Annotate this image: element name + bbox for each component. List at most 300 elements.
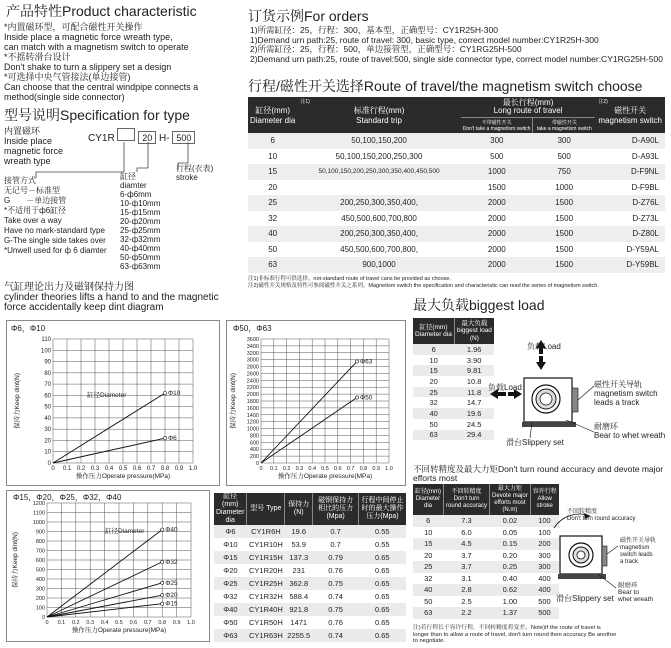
acc-cell: 40 xyxy=(424,585,433,595)
diameter-item: 40-ф40mm xyxy=(120,244,161,253)
acc-cell: 3.7 xyxy=(461,562,472,572)
hold-cell: Φ25 xyxy=(223,579,238,588)
code-stroke: 500 xyxy=(172,131,195,144)
route-hdr-nomag: 不带磁性开关 Don't take a magnetism switch xyxy=(461,117,533,133)
y-tick-label: 400 xyxy=(249,447,259,454)
diameter-item: 10-ф10mm xyxy=(120,199,161,208)
acc-cell: 32 xyxy=(424,573,433,583)
x-tick-label: 0.4 xyxy=(308,466,317,472)
route-row xyxy=(248,133,665,149)
x-tick-label: 0 xyxy=(51,466,55,472)
hold-cell: 19.6 xyxy=(291,527,307,536)
load-body xyxy=(413,344,494,440)
load-cell-value: 19.6 xyxy=(466,408,482,418)
code-prefix: CY1R xyxy=(88,133,115,144)
x-axis-label: 操作压力Operate pressure(MPa) xyxy=(75,473,171,480)
hold-cell: 2255.5 xyxy=(287,631,311,640)
load-left-label: 负载Load xyxy=(488,383,522,392)
load-slip-label: 滑台Slippery set xyxy=(506,438,564,447)
route-cell-mag: 500 xyxy=(557,151,571,161)
y-tick-label: 100 xyxy=(35,605,45,612)
x-tick-label: 0.1 xyxy=(57,620,66,626)
acc-hdr-stroke: 容许行程 Allow stroke xyxy=(530,484,559,515)
load-row xyxy=(413,376,494,387)
hold-cell: 1471 xyxy=(290,618,308,627)
load-row xyxy=(413,430,494,441)
acc-hdr-accuracy: 不回转精度 Don't turn round accuracy xyxy=(444,484,490,515)
connector-line: *Unwell used for ф 6 diamter xyxy=(4,246,107,255)
spec-left-line: magnetic force xyxy=(4,146,64,156)
route-cell-switch: D-F9BL xyxy=(631,182,659,192)
load-cell-value: 1.96 xyxy=(466,344,482,354)
diameter-item: 20-ф20mm xyxy=(120,217,161,226)
hold-cell: CY1R40H xyxy=(248,605,283,614)
acc-cell: 7.3 xyxy=(461,516,472,526)
accuracy-table xyxy=(413,484,559,619)
route-cell-nomag: 2000 xyxy=(487,244,506,254)
load-cell-value: 14.7 xyxy=(466,398,482,408)
hold-cell: 0.76 xyxy=(328,566,343,575)
x-tick-label: 0.7 xyxy=(146,466,156,472)
acc-cell: 1.37 xyxy=(502,608,518,618)
y-tick-label: 2000 xyxy=(246,392,259,399)
acc-hdr-moment: 最大力矩 Devote major efforts most (N.m) xyxy=(490,484,531,515)
route-cell-mag: 1500 xyxy=(555,198,574,208)
hold-hdr-type: 型号 Type xyxy=(247,493,285,525)
acc-fig-slip-label: 滑台Slippery set xyxy=(556,594,614,603)
route-cell-std: 50,100,150,200 xyxy=(351,136,407,146)
series-end-marker xyxy=(355,360,358,363)
route-row xyxy=(248,164,665,180)
series-end-marker xyxy=(161,602,164,605)
x-axis-label: 操作压力Operate pressure(MPa) xyxy=(277,473,373,480)
diameter-item: 15-ф15mm xyxy=(120,208,161,217)
load-row xyxy=(413,419,494,430)
code-diameter: 20 xyxy=(138,131,156,144)
load-cell-dia: 25 xyxy=(429,387,438,397)
chart-title: Φ50，Φ63 xyxy=(233,324,272,333)
route-cell-mag: 1500 xyxy=(555,244,574,254)
y-axis-label: 保持力Keep dint(N) xyxy=(12,532,19,588)
acc-fig-accuracy-label: 不回转精度 Don't turn round accuracy xyxy=(567,509,636,522)
x-tick-label: 1.0 xyxy=(385,466,393,472)
theory-title xyxy=(4,283,219,313)
y-tick-label: 3000 xyxy=(246,357,259,364)
acc-cell: 100 xyxy=(538,516,551,526)
x-tick-label: 0.5 xyxy=(115,620,123,626)
orders-title: 订货示例For orders xyxy=(248,8,369,24)
route-hdr-dia: 缸径(mm) Diameter dia xyxy=(250,106,296,125)
acc-cell: 0.15 xyxy=(502,539,518,549)
chart-inner-label: 缸径Diameter xyxy=(87,392,127,399)
spec-left-line: Inside place xyxy=(4,136,53,146)
route-hdr-switch: 注2) 磁性开关 magnetism switch xyxy=(598,99,662,125)
y-tick-label: 200 xyxy=(35,596,45,602)
route-cell-mag: 750 xyxy=(557,167,571,177)
route-row xyxy=(248,211,665,227)
x-tick-label: 0.5 xyxy=(321,466,329,472)
y-tick-label: 90 xyxy=(44,359,51,366)
x-tick-label: 0.3 xyxy=(86,620,95,626)
x-tick-label: 1.0 xyxy=(187,620,195,626)
spec-left-line: wreath type xyxy=(4,156,51,166)
load-cell-dia: 63 xyxy=(429,430,438,440)
x-tick-label: 0.2 xyxy=(71,620,80,626)
load-cell-value: 9.81 xyxy=(466,366,482,376)
hold-cell: CY1R32H xyxy=(248,592,283,601)
connector-title: 接管方式 xyxy=(4,176,36,185)
acc-cell: 0.40 xyxy=(502,573,518,583)
chart-svg-0 xyxy=(7,321,221,487)
route-note: 注1)非标准行程可供选择。not-standard route of travel cans be provided as choose. xyxy=(248,276,451,282)
load-arrow-down-icon xyxy=(536,356,546,370)
series-name-label: Φ25 xyxy=(165,579,178,587)
route-cell-std: 450,500,600,700,800, xyxy=(340,244,418,254)
load-table xyxy=(413,318,494,440)
series-line xyxy=(261,398,357,463)
hold-cell: Φ32 xyxy=(223,592,238,601)
route-cell-switch: D-Y59AL xyxy=(626,244,659,254)
load-cell-dia: 50 xyxy=(429,419,438,429)
series-end-marker xyxy=(163,437,166,440)
hold-cell: 921.8 xyxy=(289,605,309,614)
acc-cell: 500 xyxy=(538,596,551,606)
hold-cell: 0.65 xyxy=(374,566,390,575)
x-axis-label: 操作压力Operate pressure(MPa) xyxy=(71,627,167,634)
y-tick-label: 600 xyxy=(249,440,259,447)
y-tick-label: 300 xyxy=(35,586,45,593)
y-tick-label: 2400 xyxy=(246,378,259,385)
load-hdr-load: 最大负载 biggest load (N) xyxy=(454,318,494,344)
acc-row xyxy=(413,607,559,619)
y-tick-label: 800 xyxy=(249,433,259,440)
hold-cell: 0.75 xyxy=(328,605,343,614)
acc-fig-switch-label: 磁性开关导轨 magnetism switch leads a track xyxy=(620,538,657,565)
series-end-marker xyxy=(161,594,164,597)
y-tick-label: 0 xyxy=(47,461,51,467)
x-tick-label: 0.1 xyxy=(269,466,278,472)
hold-cell: 0.55 xyxy=(374,540,390,549)
route-cell-std xyxy=(297,180,460,196)
route-cell-dia: 10 xyxy=(268,151,278,161)
y-tick-label: 20 xyxy=(44,438,51,445)
x-tick-label: 0 xyxy=(45,620,49,626)
hold-cell: CY1R63H xyxy=(248,631,283,640)
product-line: *内置磁环型，可配合磁性开关操作 xyxy=(4,22,143,32)
hold-cell: 231 xyxy=(292,566,306,575)
hold-table xyxy=(214,493,406,642)
route-cell-mag: 1500 xyxy=(555,229,574,239)
series-name-label: Φ20 xyxy=(165,592,178,600)
diameter-item: 25-ф25mm xyxy=(120,226,161,235)
y-tick-label: 900 xyxy=(35,529,45,536)
hold-cell: Φ63 xyxy=(223,631,238,640)
order-line: 1)Demand urn path:25, route of travel: 300, basic type, correct model number:CY1R25H-300 xyxy=(250,34,599,45)
hold-cell: CY1R50H xyxy=(248,618,283,627)
acc-cell: 0.02 xyxy=(502,516,518,526)
x-tick-label: 0.7 xyxy=(346,466,355,472)
x-tick-label: 0.8 xyxy=(158,620,167,626)
load-cell-dia: 6 xyxy=(431,344,436,354)
route-row xyxy=(248,242,665,258)
y-tick-label: 40 xyxy=(44,415,51,422)
series-end-marker xyxy=(161,560,164,563)
accuracy-note: 注)若行程长于容许行程，不回转精度将变差。Note)If the route of travel is longer than to allow a route of travel, don't turn round then accuracy Be another to negotiate. xyxy=(413,625,617,644)
load-row xyxy=(413,397,494,408)
load-cell-dia: 40 xyxy=(429,408,438,418)
x-tick-label: 0.7 xyxy=(143,620,152,626)
connector-line: Have no mark-standard type xyxy=(4,226,105,235)
series-end-marker xyxy=(355,396,358,399)
route-body xyxy=(248,133,665,273)
series-end-marker xyxy=(161,528,164,531)
product-line: Inside place a magnetic force wreath type, xyxy=(4,32,173,42)
route-cell-dia: 40 xyxy=(268,229,278,239)
load-cell-value: 24.5 xyxy=(466,419,482,429)
hold-cell: 0.7 xyxy=(330,540,341,549)
order-line: 2)所需缸径：25，行程：500，单边接管型，正确型号：CY1RG25H-500 xyxy=(250,44,522,54)
load-title: 最大负载biggest load xyxy=(413,297,545,313)
y-tick-label: 2200 xyxy=(246,385,259,392)
load-cell-dia: 10 xyxy=(429,355,438,365)
series-name-label: Φ6 xyxy=(168,435,177,443)
hold-cell: CY1R20H xyxy=(248,566,283,575)
x-tick-label: 0.3 xyxy=(90,466,100,472)
x-tick-label: 0.6 xyxy=(333,466,342,472)
order-line: 2)Demand urn path:25, route of travel:500, single side connector type, correct model number:CY1RG25H-500 xyxy=(250,53,663,64)
y-tick-label: 1400 xyxy=(246,412,259,419)
route-cell-mag: 300 xyxy=(557,136,571,146)
route-cell-nomag: 2000 xyxy=(487,213,506,223)
route-cell-switch: D-Y59BL xyxy=(626,260,659,270)
chart-svg-1 xyxy=(227,321,407,487)
route-cell-switch: D-Z80L xyxy=(632,229,659,239)
x-tick-label: 0.6 xyxy=(129,620,138,626)
y-tick-label: 200 xyxy=(249,454,259,461)
route-cell-std: 50,100,150,200,250,300 xyxy=(335,151,423,161)
hold-cell: 0.65 xyxy=(374,592,390,601)
route-cell-nomag: 2000 xyxy=(487,198,506,208)
hold-cell: CY1R10H xyxy=(248,540,283,549)
acc-cell: 2.5 xyxy=(461,596,472,606)
route-cell-mag: 1500 xyxy=(555,213,574,223)
y-tick-label: 2800 xyxy=(246,364,259,371)
hold-cell: 53.9 xyxy=(291,540,307,549)
route-cell-dia: 20 xyxy=(268,182,278,192)
acc-cell: 4.5 xyxy=(461,539,472,549)
y-tick-label: 600 xyxy=(35,558,45,564)
route-row xyxy=(248,149,665,165)
load-cell-dia: 32 xyxy=(429,398,438,408)
connector-line: G-The single side takes over xyxy=(4,236,106,245)
route-cell-switch: D-A93L xyxy=(631,151,659,161)
route-cell-dia: 32 xyxy=(268,213,278,223)
series-name-label: Φ10 xyxy=(168,390,181,398)
acc-cell: 0.20 xyxy=(502,550,518,560)
acc-cell: 300 xyxy=(538,562,551,572)
hold-row xyxy=(214,616,406,629)
y-tick-label: 1000 xyxy=(32,520,45,526)
acc-cell: 20 xyxy=(424,550,433,560)
x-tick-label: 1.0 xyxy=(188,466,198,472)
route-cell-switch: D-A90L xyxy=(631,136,659,146)
hold-hdr-force: 保持力 (N) xyxy=(285,493,313,525)
route-cell-dia: 63 xyxy=(268,260,278,270)
hold-cell: CY1R25H xyxy=(248,579,283,588)
y-tick-label: 70 xyxy=(44,382,51,389)
diameter-title-en: diamter xyxy=(120,181,147,190)
theory-title-cn: 气缸理论出力及磁钢保持力图 xyxy=(4,282,134,293)
route-cell-nomag: 2000 xyxy=(487,260,506,270)
y-tick-label: 0 xyxy=(255,461,259,467)
hold-cell: 0.65 xyxy=(374,605,390,614)
spec-left-line: 内置磁环 xyxy=(4,126,41,136)
route-cell-mag: 1500 xyxy=(555,260,574,270)
series-end-marker xyxy=(163,392,166,395)
acc-row xyxy=(413,573,559,585)
hold-cell: 137.3 xyxy=(289,553,309,562)
y-tick-label: 100 xyxy=(40,348,51,355)
stroke-cn: 行程(衣表) xyxy=(176,164,214,173)
hold-cell: Φ50 xyxy=(223,618,238,627)
hold-cell: 0.74 xyxy=(328,631,343,640)
route-cell-nomag: 500 xyxy=(490,151,504,161)
acc-cell: 2.2 xyxy=(461,608,472,618)
x-tick-label: 0 xyxy=(259,466,263,472)
route-row xyxy=(248,195,665,211)
x-tick-label: 0.6 xyxy=(132,466,142,472)
load-bear-label: 耐磨环 Bear to whet wreath xyxy=(594,422,666,440)
route-cell-switch: D-Z73L xyxy=(632,213,659,223)
y-tick-label: 60 xyxy=(44,393,51,400)
route-cell-nomag: 1000 xyxy=(487,167,506,177)
x-tick-label: 0.4 xyxy=(100,620,109,626)
acc-fig-bear-label: 耐磨环 Bear to whet wreath xyxy=(618,582,654,603)
y-tick-label: 80 xyxy=(44,370,51,377)
route-cell-nomag: 300 xyxy=(490,136,504,146)
theory-title-en2: force accidentally keep dint diagram xyxy=(4,302,164,313)
route-cell-std: 450,500,600,700,800 xyxy=(341,213,417,223)
x-tick-label: 0.8 xyxy=(160,466,170,472)
y-tick-label: 1200 xyxy=(246,419,259,426)
acc-cell: 2.8 xyxy=(461,585,472,595)
y-tick-label: 110 xyxy=(41,337,51,343)
acc-cell: 300 xyxy=(538,550,551,560)
y-tick-label: 800 xyxy=(35,539,45,545)
y-tick-label: 2600 xyxy=(246,371,259,378)
route-title: 行程/磁性开关选择Route of travel/the magnetism switch choose xyxy=(248,78,643,94)
y-tick-label: 700 xyxy=(35,548,45,555)
route-cell-nomag: 1500 xyxy=(487,182,506,192)
route-cell-mag: 1000 xyxy=(555,182,574,192)
connector-line: *不适用于ф6缸径 xyxy=(4,206,67,215)
acc-cell: 0.05 xyxy=(502,527,518,537)
series-name-label: Φ32 xyxy=(165,558,178,566)
acc-row xyxy=(413,596,559,608)
theory-title-en1: cylinder theories lifts a hand to and the magnetic xyxy=(4,292,219,303)
hold-row xyxy=(214,538,406,551)
acc-row xyxy=(413,527,559,539)
stroke-desc xyxy=(176,164,213,182)
acc-cell: 1.00 xyxy=(502,596,518,606)
chart-svg-2 xyxy=(7,491,211,643)
route-hdr-long: 最长行程(mm) Long route of travel xyxy=(493,97,563,115)
hold-cell: 0.79 xyxy=(328,553,343,562)
product-line: can match with a magnetism switch to operate xyxy=(4,42,189,52)
load-row xyxy=(413,344,494,355)
y-axis-label: 保持力Keep dint(N) xyxy=(14,373,21,429)
product-line: Can choose that the central windpipe connects a xyxy=(4,82,199,92)
hold-row xyxy=(214,577,406,590)
acc-cell: 3.7 xyxy=(461,550,472,560)
y-tick-label: 30 xyxy=(44,427,51,434)
route-row xyxy=(248,180,665,196)
route-row xyxy=(248,257,665,273)
y-axis-label: 保持力Keep dint(N) xyxy=(230,373,237,429)
hold-cell: 588.4 xyxy=(289,592,309,601)
load-cell-value: 3.90 xyxy=(466,355,482,365)
route-cell-std: 50,100,150,200,250,300,350,400,450,500 xyxy=(318,168,440,176)
chart-inner-label: 缸径Diameter xyxy=(105,528,145,535)
product-line: *可选择中央气管接法(单边接管) xyxy=(4,72,131,82)
route-cell-dia: 6 xyxy=(270,136,275,146)
diameter-item: 50-ф50mm xyxy=(120,253,161,262)
product-line: *不摇转滑台设计 xyxy=(4,52,71,62)
x-tick-label: 0.5 xyxy=(118,466,128,472)
acc-cell: 25 xyxy=(424,562,433,572)
hold-cell: 0.65 xyxy=(374,631,390,640)
acc-cell: 400 xyxy=(538,573,551,583)
acc-row xyxy=(413,538,559,550)
code-h: H- xyxy=(159,133,170,144)
hold-row xyxy=(214,629,406,642)
series-name-label: Φ15 xyxy=(165,600,178,608)
hold-cell: 0.65 xyxy=(374,618,390,627)
y-tick-label: 500 xyxy=(35,567,45,574)
hold-cell: 0.65 xyxy=(374,579,390,588)
acc-cell: 500 xyxy=(538,608,551,618)
connector-line: 无记号－标准型 xyxy=(4,186,60,195)
route-cell-switch: D-Z76L xyxy=(632,198,659,208)
acc-cell: 3.1 xyxy=(461,573,472,583)
acc-hdr-dia: 缸径(mm) Diameter dia xyxy=(415,489,441,509)
route-row xyxy=(248,226,665,242)
series-line xyxy=(261,361,357,463)
hold-row xyxy=(214,551,406,564)
load-cell-value: 29.4 xyxy=(466,430,482,440)
y-tick-label: 1100 xyxy=(33,510,45,517)
y-tick-label: 1000 xyxy=(246,426,259,433)
load-cell-dia: 20 xyxy=(429,376,438,386)
series-name-label: Φ40 xyxy=(165,526,178,534)
hold-hdr-ratio: 磁钢保持力相比的压力(Mpa) xyxy=(313,493,359,525)
y-tick-label: 3600 xyxy=(246,337,259,343)
acc-cell: 63 xyxy=(424,608,433,618)
hold-row xyxy=(214,590,406,603)
hold-cell: Φ10 xyxy=(223,540,238,549)
route-hdr-std: 注1) 标准行程(mm) Standard trip xyxy=(300,99,405,125)
x-tick-label: 0.9 xyxy=(172,620,181,626)
y-tick-label: 1200 xyxy=(32,501,45,507)
diameter-item: 63-ф63mm xyxy=(120,262,161,271)
route-cell-nomag: 2000 xyxy=(487,229,506,239)
connector-line: Take over a way xyxy=(4,216,62,225)
route-cell-dia: 25 xyxy=(268,198,278,208)
acc-cell: 6.0 xyxy=(461,527,472,537)
order-line: 1)所需缸径：25，行程：300，基本型，正确型号：CY1R25H-300 xyxy=(250,25,498,35)
acc-row xyxy=(413,515,559,527)
product-line: Don't shake to turn a slippery set a design xyxy=(4,62,172,72)
